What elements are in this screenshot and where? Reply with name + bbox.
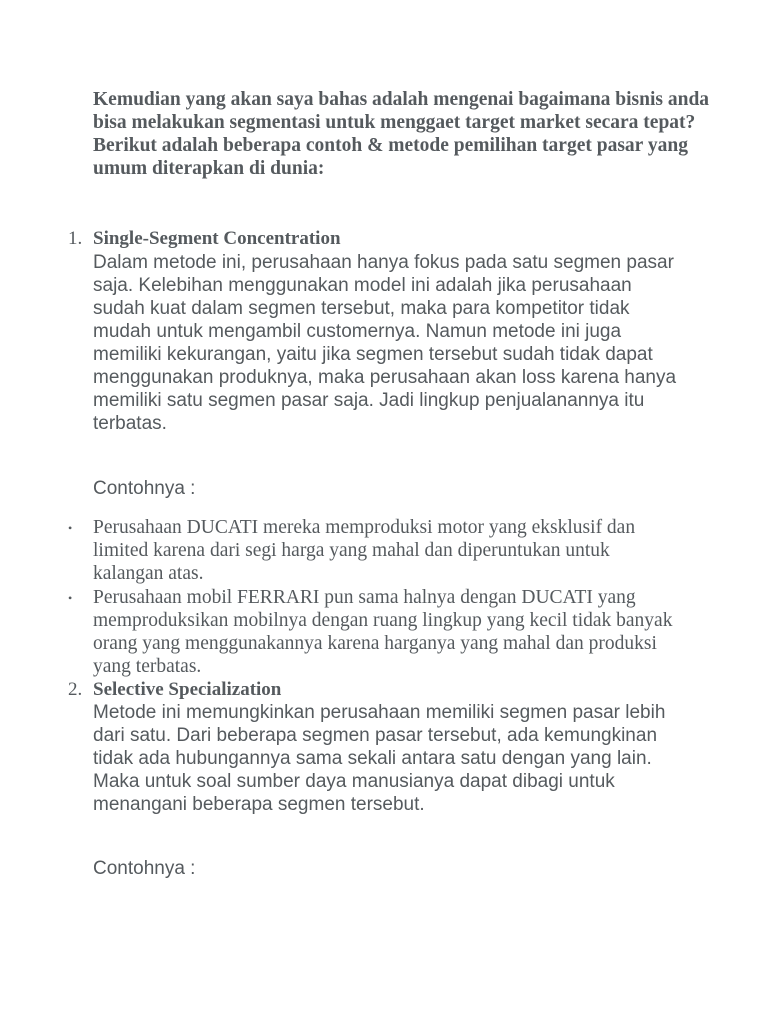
list-number-1: 1.	[68, 228, 83, 249]
example-label-1: Contohnya :	[93, 478, 196, 499]
bullet-dot-1: •	[68, 521, 73, 535]
bullet-item-2: Perusahaan mobil FERRARI pun sama halnya dengan DUCATI yang memproduksikan mobilnya dengan ruang lingkup yang kecil tidak banyak orang yang menggunakannya karena harganya yang mahal dan produksi yang terbatas.	[93, 587, 673, 677]
list-number-2: 2.	[68, 679, 83, 700]
section-title-2: Selective Specialization	[93, 679, 282, 700]
bullet-dot-2: •	[68, 591, 73, 605]
intro-paragraph: Kemudian yang akan saya bahas adalah mengenai bagaimana bisnis anda bisa melakukan segmentasi untuk menggaet target market secara tepat? Berikut adalah beberapa contoh & metode pemilihan target pasar yang umum diterapkan di dunia:	[93, 89, 710, 179]
section-body-2: Metode ini memungkinkan perusahaan memiliki segmen pasar lebih dari satu. Dari beberapa segmen pasar tersebut, ada kemungkinan tidak ada hubungannya sama sekali antara satu dengan yang lain. Maka untuk soal sumber daya manusianya dapat dibagi untuk menangani beberapa segmen tersebut.	[93, 702, 666, 815]
section-title-1: Single-Segment Concentration	[93, 228, 341, 249]
section-body-1: Dalam metode ini, perusahaan hanya fokus pada satu segmen pasar saja. Kelebihan menggunakan model ini adalah jika perusahaan sudah kuat dalam segmen tersebut, maka para kompetitor tidak mudah untuk mengambil customernya. Namun metode ini juga memiliki kekurangan, yaitu jika segmen tersebut sudah tidak dapat menggunakan produknya, maka perusahaan akan loss karena hanya memiliki satu segmen pasar saja. Jadi lingkup penjualanannya itu terbatas.	[93, 252, 677, 434]
bullet-item-1: Perusahaan DUCATI mereka memproduksi motor yang eksklusif dan limited karena dari segi harga yang mahal dan diperuntukan untuk kalangan atas.	[93, 517, 636, 584]
example-label-2: Contohnya :	[93, 858, 196, 879]
